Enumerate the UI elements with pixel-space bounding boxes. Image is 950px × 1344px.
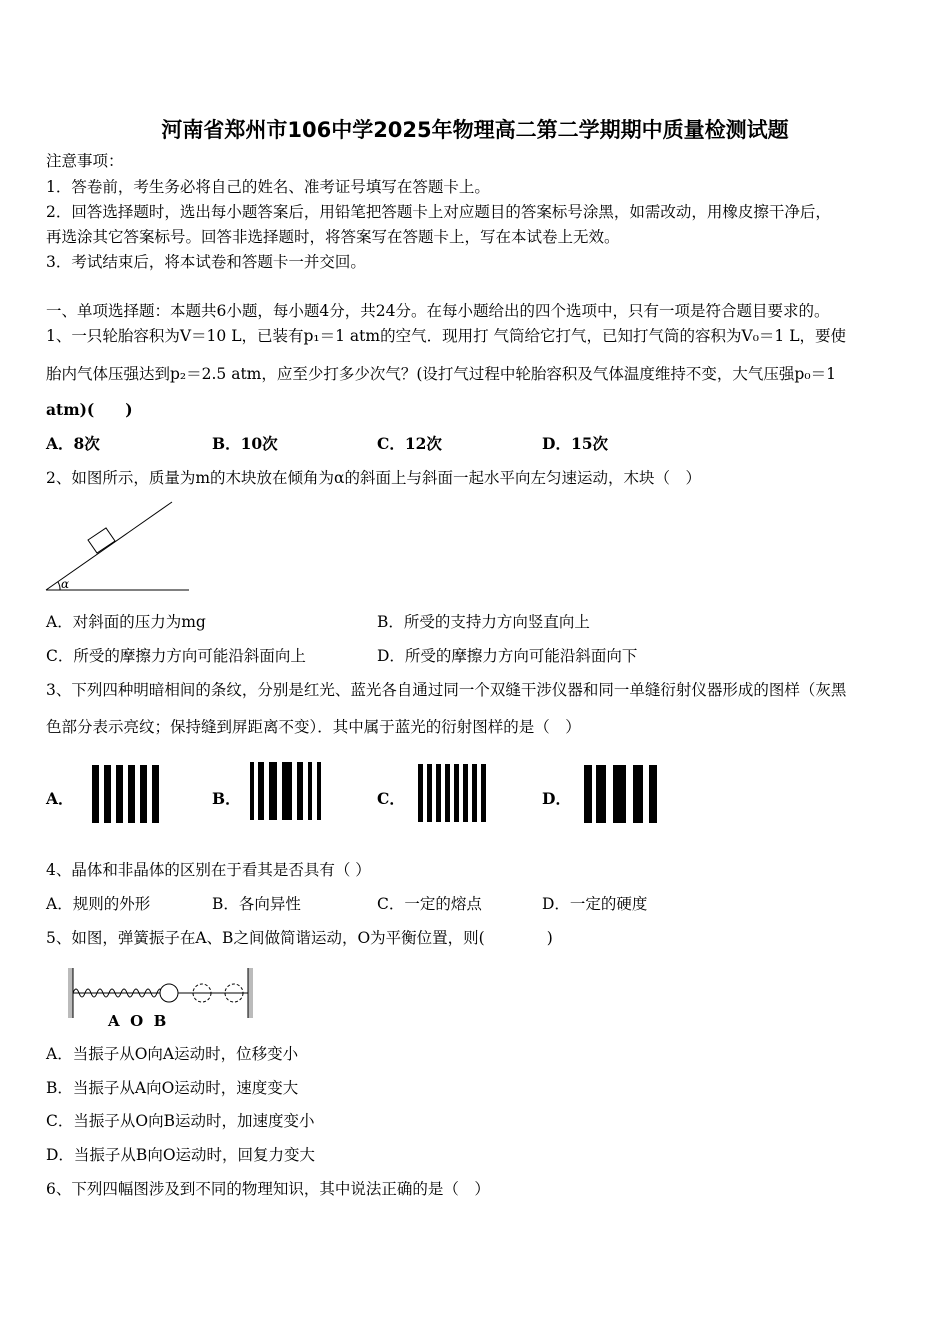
q1-option-a: A．8次 (46, 434, 100, 453)
q3-stem: 3、下列四种明暗相间的条纹，分别是红光、蓝光各自通过同一个双缝干涉仪器和同一单缝衍射仪器形成的图样（灰黑 (46, 681, 847, 699)
q4-option-b: B．各向异性 (212, 895, 301, 913)
q5-option-d: D．当振子从B向O运动时，回复力变大 (46, 1146, 316, 1164)
q2-option-a: A．对斜面的压力为mg (46, 613, 206, 631)
q1-stem: 1、一只轮胎容积为V＝10 L，已装有p₁＝1 atm的空气．现用打 气筒给它打气，已知打气筒的容积为V₀＝1 L，要使 (46, 327, 847, 345)
q1-option-c: C．12次 (377, 434, 442, 453)
notice-item: 再选涂其它答案标号。回答非选择题时，将答案写在答题卡上，写在本试卷上无效。 (46, 228, 620, 246)
fringe-pattern-b (248, 762, 338, 824)
q4-option-d: D．一定的硬度 (542, 895, 648, 913)
fringe-pattern-c (416, 762, 506, 824)
q2-option-c: C．所受的摩擦力方向可能沿斜面向上 (46, 647, 306, 665)
section-heading: 一、单项选择题：本题共6小题，每小题4分，共24分。在每小题给出的四个选项中，只有一项是符合题目要求的。 (46, 302, 830, 320)
q5-option-b: B．当振子从A向O运动时，速度变大 (46, 1079, 299, 1097)
fringe-pattern-d (582, 762, 677, 824)
notice-heading: 注意事项： (46, 152, 124, 170)
fringe-pattern-a (90, 762, 180, 824)
q3-option-c: C． (377, 789, 405, 808)
spring-oscillator-figure (66, 966, 266, 1032)
q2-option-d: D．所受的摩擦力方向可能沿斜面向下 (377, 647, 638, 665)
q1-stem: atm)( ) (46, 400, 133, 419)
q3-stem: 色部分表示亮纹；保持缝到屏距离不变）．其中属于蓝光的衍射图样的是（ ） (46, 718, 581, 736)
alpha-label: α (61, 577, 70, 591)
q3-option-a: A． (46, 789, 74, 808)
q1-stem: 胎内气体压强达到p₂＝2.5 atm，应至少打多少次气？(设打气过程中轮胎容积及气体温度维持不变，大气压强p₀＝1 (46, 365, 836, 383)
q4-option-c: C．一定的熔点 (377, 895, 482, 913)
q1-option-b: B．10次 (212, 434, 278, 453)
q5-option-c: C．当振子从O向B运动时，加速度变小 (46, 1112, 315, 1130)
q3-option-d: D． (542, 789, 571, 808)
q5-option-a: A．当振子从O向A运动时，位移变小 (46, 1045, 299, 1063)
q6-stem: 6、下列四幅图涉及到不同的物理知识，其中说法正确的是（ ） (46, 1180, 490, 1198)
q5-stem: 5、如图，弹簧振子在A、B之间做简谐运动，O为平衡位置，则( ) (46, 929, 553, 947)
q4-option-a: A．规则的外形 (46, 895, 151, 913)
q4-stem: 4、晶体和非晶体的区别在于看其是否具有（ ） (46, 861, 371, 879)
incline-figure (44, 498, 194, 594)
q3-option-b: B． (212, 789, 241, 808)
notice-item: 1．答卷前，考生务必将自己的姓名、准考证号填写在答题卡上。 (46, 178, 490, 196)
notice-item: 2．回答选择题时，选出每小题答案后，用铅笔把答题卡上对应题目的答案标号涂黑，如需改动，用橡皮擦干净后， (46, 203, 831, 221)
notice-item: 3．考试结束后，将本试卷和答题卡一并交回。 (46, 253, 366, 271)
q2-option-b: B．所受的支持力方向竖直向上 (377, 613, 590, 631)
page-title: 河南省郑州市106中学2025年物理高二第二学期期中质量检测试题 (161, 118, 789, 142)
aob-labels: A O B (108, 1012, 167, 1030)
q2-stem: 2、如图所示，质量为m的木块放在倾角为α的斜面上与斜面一起水平向左匀速运动，木块（ ） (46, 469, 702, 487)
q1-option-d: D．15次 (542, 434, 609, 453)
